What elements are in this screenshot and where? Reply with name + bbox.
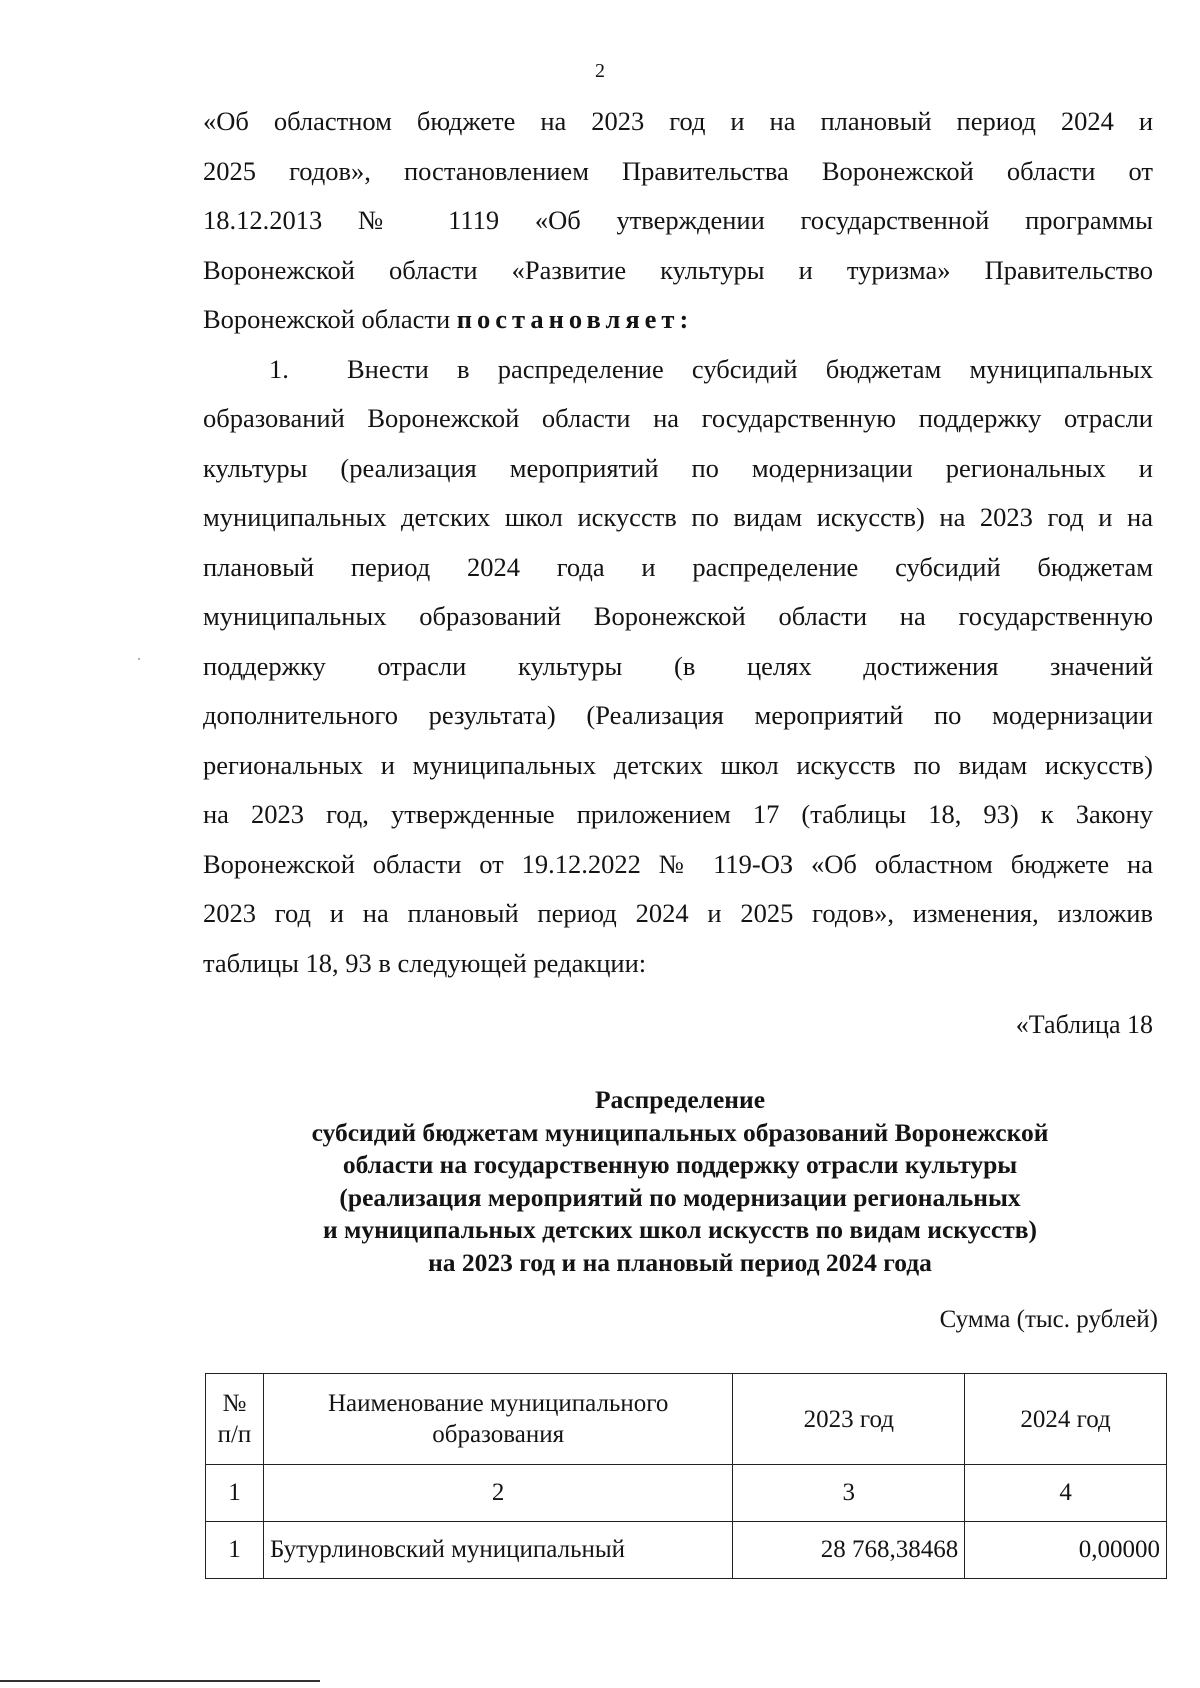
text-line: «Об областном бюджете на 2023 год и на плановый период 2024 и: [203, 106, 1153, 136]
text-line: таблицы 18, 93 в следующей редакции:: [203, 947, 647, 978]
subsidy-table: [205, 1373, 1167, 1579]
header-municipality: Наименование муниципального образования: [263, 1374, 732, 1465]
text-line: образований Воронежской области на государственную поддержку отрасли: [203, 403, 1153, 433]
text-line: дополнительного результата) (Реализация мероприятий по модернизации: [203, 700, 1153, 730]
text-line: региональных и муниципальных детских школ искусств по видам искусств): [203, 749, 1153, 780]
item-first-line: [203, 345, 1153, 395]
item-text: Внести в распределение субсидий бюджетам муниципальных: [347, 353, 1153, 384]
text-line: поддержку отрасли культуры (в целях достижения значений: [203, 650, 1153, 681]
header-2024: 2024 год: [965, 1374, 1167, 1465]
heading-line: Распределение: [594, 1085, 766, 1114]
row-municipality: Бутурлиновский муниципальный: [263, 1522, 732, 1579]
heading-line: области на государственную поддержку отрасли культуры: [342, 1150, 1018, 1179]
page-number: 2: [595, 60, 605, 82]
body-text: [203, 97, 1153, 988]
text-line: Воронежской области от 19.12.2022 № 119-ОЗ «Об областном бюджете на: [203, 848, 1153, 879]
row-number: 1: [206, 1522, 264, 1579]
text-line: 18.12.2013 № 1119 «Об утверждении государственной программы: [203, 205, 1153, 235]
heading-line: субсидий бюджетам муниципальных образований Воронежской: [311, 1117, 1049, 1147]
header-2023: 2023 год: [733, 1374, 965, 1465]
scan-speck: [138, 658, 140, 660]
heading-line: и муниципальных детских школ искусств по видам искусств): [322, 1215, 1038, 1244]
resolution-prefix: Воронежской области: [203, 304, 451, 334]
row-2023: 28 768,38468: [733, 1522, 965, 1579]
index-cell: 2: [263, 1465, 732, 1522]
table-label: «Таблица 18: [1015, 1010, 1153, 1039]
text-line: 2023 год и на плановый период 2024 и 2025 годов», изменения, изложив: [203, 898, 1153, 928]
text-line-resolution: [203, 295, 1153, 345]
heading-line: на 2023 год и на плановый период 2024 года: [428, 1247, 932, 1277]
index-cell: 4: [965, 1465, 1167, 1522]
text-line: муниципальных детских школ искусств по видам искусств) на 2023 год и на: [203, 502, 1153, 532]
resolves-word: постановляет:: [456, 304, 694, 334]
text-line: муниципальных образований Воронежской области на государственную: [203, 601, 1153, 631]
footer-rule: [0, 1680, 320, 1682]
row-2024: 0,00000: [965, 1522, 1167, 1579]
text-line: плановый период 2024 года и распределение субсидий бюджетам: [203, 551, 1153, 582]
item-number: 1.: [269, 353, 289, 384]
heading-line: (реализация мероприятий по модернизации региональных: [339, 1182, 1021, 1212]
text-line: на 2023 год, утвержденные приложением 17 (таблицы 18, 93) к Закону: [203, 799, 1153, 829]
table-index-row: [206, 1465, 1167, 1522]
header-number: № п/п: [206, 1374, 264, 1465]
units-label: Сумма (тыс. рублей): [939, 1306, 1158, 1333]
index-cell: 1: [206, 1465, 264, 1522]
text-line: 2025 годов», постановлением Правительства Воронежской области от: [203, 155, 1153, 186]
table-heading: [200, 1084, 1160, 1279]
text-line: культуры (реализация мероприятий по модернизации региональных и: [203, 452, 1153, 483]
text-line: Воронежской области «Развитие культуры и туризма» Правительство: [203, 254, 1153, 285]
index-cell: 3: [733, 1465, 965, 1522]
table-row: [206, 1522, 1167, 1579]
table-header-row: [206, 1374, 1167, 1465]
